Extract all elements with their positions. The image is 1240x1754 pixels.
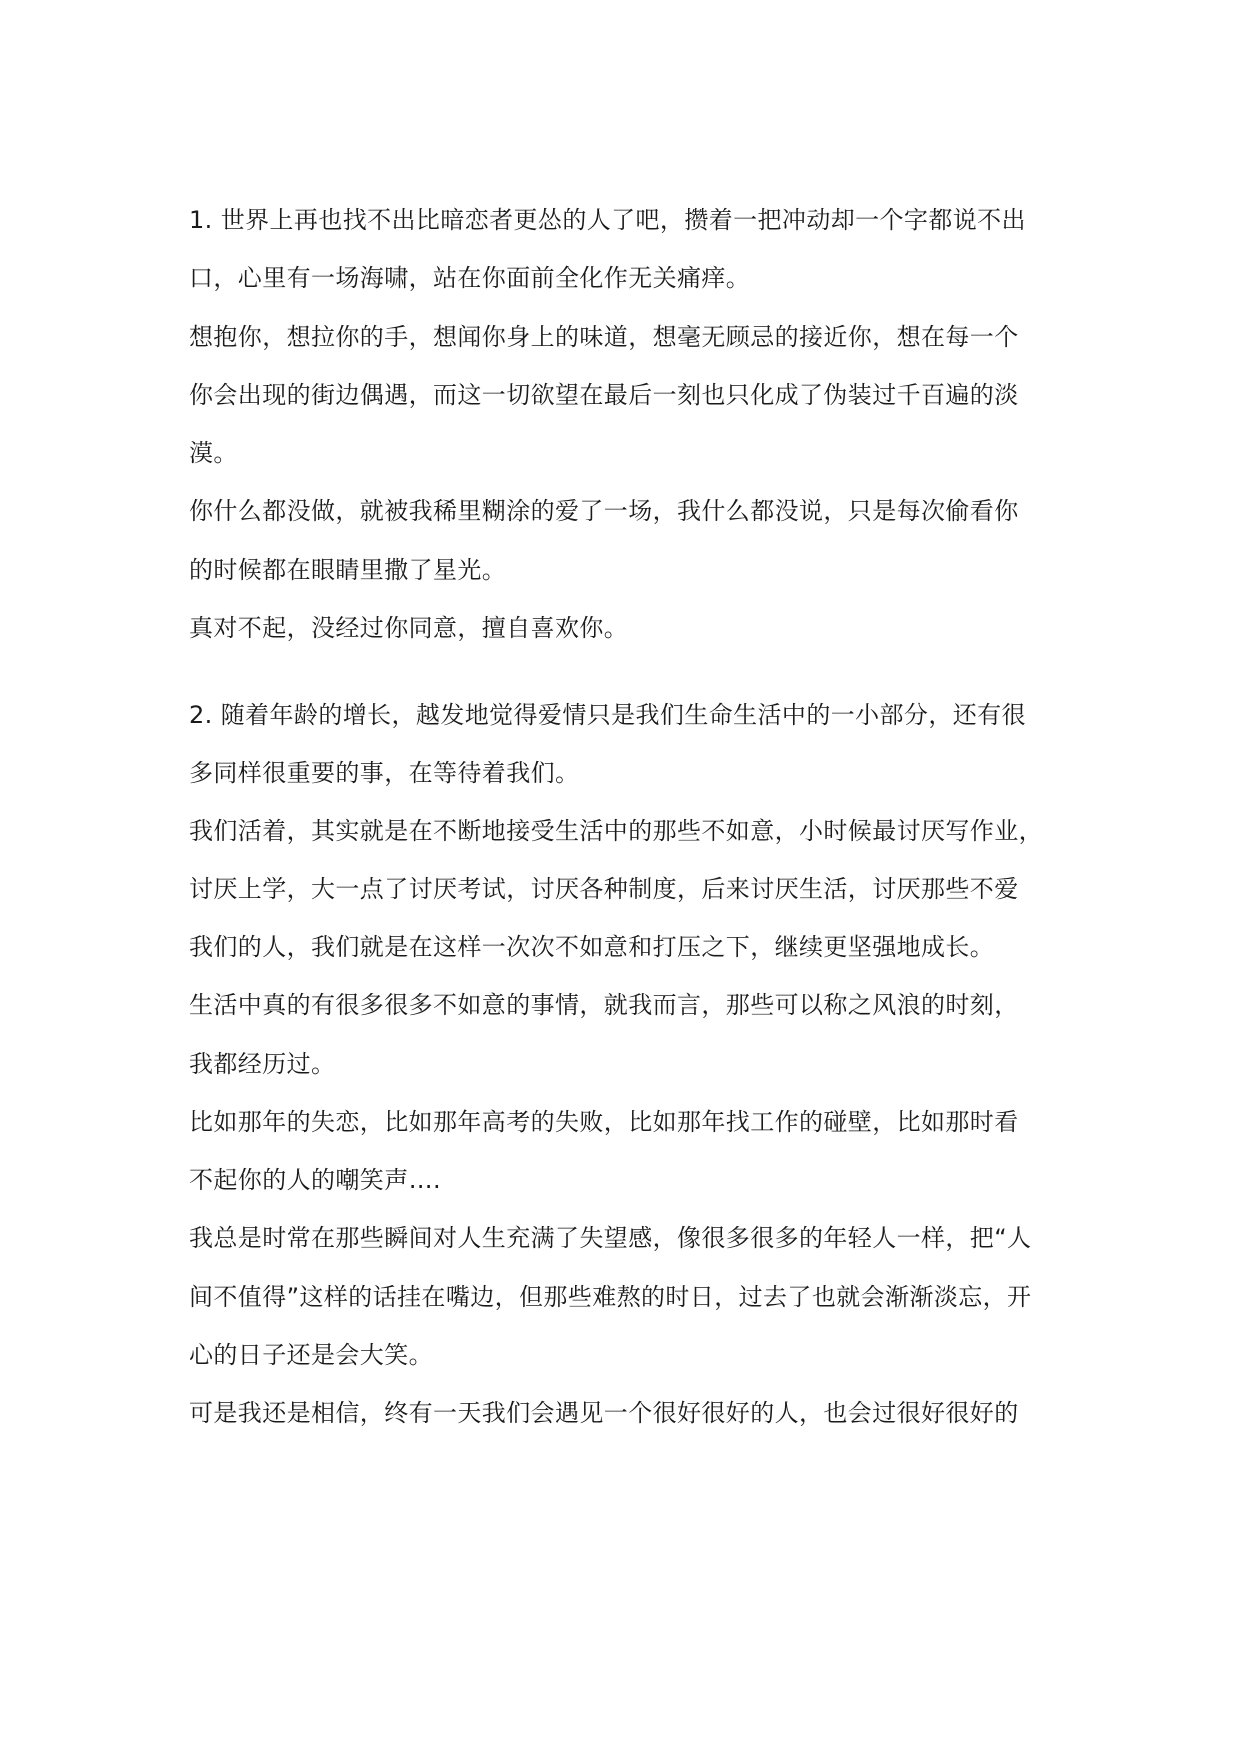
- text-line: 1. 世界上再也找不出比暗恋者更怂的人了吧，攒着一把冲动却一个字都说不出: [189, 206, 1026, 234]
- text-line: 我们的人，我们就是在这样一次次不如意和打压之下，继续更坚强地成长。: [189, 933, 995, 961]
- text-line: 多同样很重要的事，在等待着我们。: [189, 759, 580, 787]
- text-line: 的时候都在眼睛里撒了星光。: [189, 556, 507, 584]
- text-line: 漠。: [189, 439, 238, 467]
- text-line: 你会出现的街边偶遇，而这一切欲望在最后一刻也只化成了伪装过千百遍的淡: [189, 381, 1019, 409]
- text-line: 比如那年的失恋，比如那年高考的失败，比如那年找工作的碰壁，比如那时看: [189, 1108, 1019, 1136]
- text-line: 真对不起，没经过你同意，擅自喜欢你。: [189, 614, 629, 642]
- text-line: 生活中真的有很多很多不如意的事情，就我而言，那些可以称之风浪的时刻，: [189, 991, 1019, 1019]
- text-line: 我们活着，其实就是在不断地接受生活中的那些不如意，小时候最讨厌写作业，: [189, 817, 1043, 845]
- text-line: 间不值得”这样的话挂在嘴边，但那些难熬的时日，过去了也就会渐渐淡忘，开: [189, 1283, 1032, 1311]
- text-line: 我都经历过。: [189, 1050, 336, 1078]
- text-line: 讨厌上学，大一点了讨厌考试，讨厌各种制度，后来讨厌生活，讨厌那些不爱: [189, 875, 1019, 903]
- text-line: 口，心里有一场海啸，站在你面前全化作无关痛痒。: [189, 264, 751, 292]
- text-line: 2. 随着年龄的增长，越发地觉得爱情只是我们生命生活中的一小部分，还有很: [189, 701, 1026, 729]
- text-line: 不起你的人的嘲笑声….: [189, 1166, 442, 1194]
- text-line: 我总是时常在那些瞬间对人生充满了失望感，像很多很多的年轻人一样，把“人: [189, 1224, 1032, 1252]
- text-line: 你什么都没做，就被我稀里糊涂的爱了一场，我什么都没说，只是每次偷看你: [189, 497, 1019, 525]
- text-line: 想抱你，想拉你的手，想闻你身上的味道，想毫无顾忌的接近你，想在每一个: [189, 323, 1019, 351]
- text-line: 可是我还是相信，终有一天我们会遇见一个很好很好的人，也会过很好很好的: [189, 1399, 1019, 1427]
- text-line: 心的日子还是会大笑。: [189, 1341, 433, 1369]
